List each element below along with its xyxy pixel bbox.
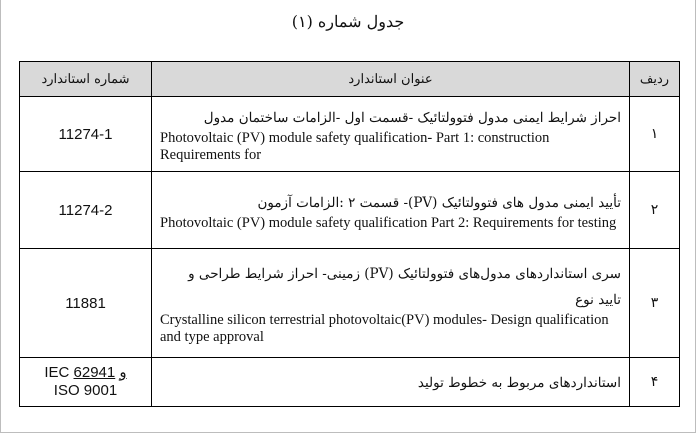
standard-title-fa-line2: تایید نوع <box>575 292 621 308</box>
row-number: ۴ <box>630 358 680 407</box>
standard-title-fa-line1: سری استانداردهای مدول‌های فتوولتائیک (PV) زمینی- احراز شرایط طراحی و <box>188 266 621 282</box>
standard-number-conjunction: و <box>119 364 127 381</box>
standard-number <box>20 358 152 407</box>
header-standard-number: شماره استاندارد <box>20 62 152 97</box>
standard-number-line1 <box>20 364 151 382</box>
standard-title-cell <box>152 172 630 249</box>
standard-number-line2: ISO 9001 <box>53 382 118 399</box>
standard-title-cell <box>152 358 630 407</box>
table-caption: جدول شماره (۱) <box>291 12 405 31</box>
standard-number-prefix: IEC <box>44 364 70 381</box>
header-standard-title: عنوان استاندارد <box>152 62 630 97</box>
table-row <box>20 172 680 249</box>
standard-number: 11881 <box>20 249 152 358</box>
table-row <box>20 358 680 407</box>
standard-title-cell <box>152 249 630 358</box>
standard-number-value: 62941 <box>73 364 116 381</box>
standard-number: 11274-2 <box>20 172 152 249</box>
table-header-row <box>20 62 680 97</box>
row-number: ۱ <box>630 97 680 172</box>
standards-table <box>19 61 680 407</box>
standard-title-en: Crystalline silicon terrestrial photovoltaic(PV) modules- Design qualification and type approval <box>160 312 609 345</box>
header-row-number: ردیف <box>630 62 680 97</box>
row-number: ۳ <box>630 249 680 358</box>
row-number: ۲ <box>630 172 680 249</box>
table-row <box>20 97 680 172</box>
standard-title-fa: تأیید ایمنی مدول های فتوولتائیک (PV)- قسمت ۲ :الزامات آزمون <box>257 194 621 211</box>
standard-title-cell <box>152 97 630 172</box>
standard-title-fa: احراز شرایط ایمنی مدول فتوولتائیک -قسمت اول -الزامات ساختمان مدول <box>203 110 621 126</box>
standard-title-fa: استانداردهای مربوط به خطوط تولید <box>417 375 621 391</box>
standard-title-en: Photovoltaic (PV) module safety qualification Part 2: Requirements for testing <box>160 214 617 231</box>
table-row <box>20 249 680 358</box>
standard-number: 11274-1 <box>20 97 152 172</box>
standard-title-en: Photovoltaic (PV) module safety qualification- Part 1: construction Requirements for <box>160 130 550 163</box>
